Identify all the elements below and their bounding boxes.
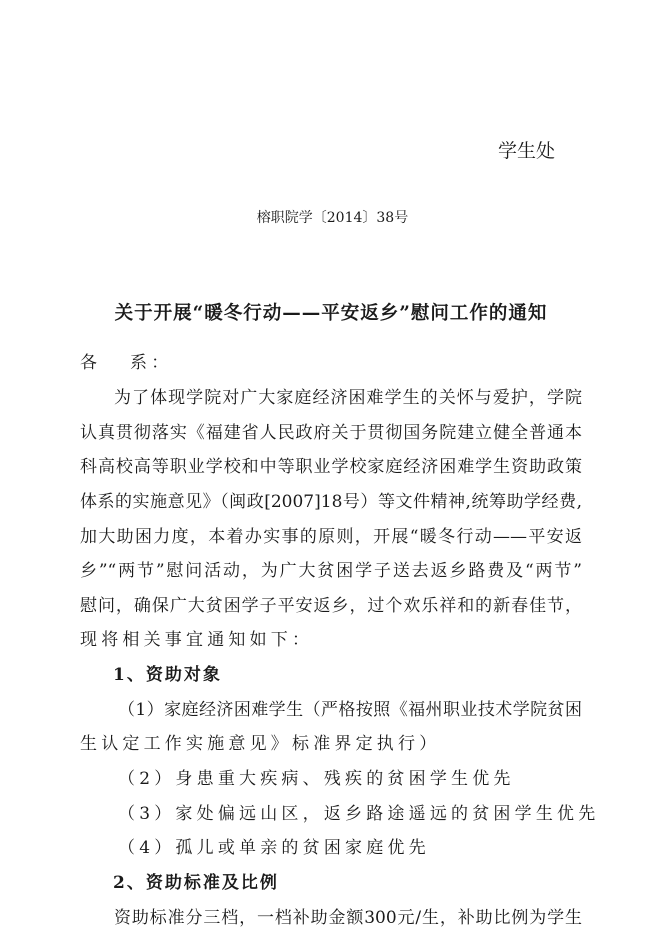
paragraph-line: 资助标准分三档，一档补助金额300元/生，补助比例为学生 [114, 908, 582, 928]
paragraph-line: 体系的实施意见》（闽政[2007]18号）等文件精神,统筹助学经费, [80, 492, 582, 512]
document-title: 关于开展“暖冬行动——平安返乡”慰问工作的通知 [114, 303, 548, 324]
list-item: （2）身患重大疾病、残疾的贫困学生优先 [118, 769, 515, 789]
list-item: （4）孤儿或单亲的贫困家庭优先 [118, 838, 430, 858]
paragraph-line: 为了体现学院对广大家庭经济困难学生的关怀与爱护，学院 [114, 388, 582, 408]
paragraph-line: 加大助困力度，本着办实事的原则，开展“暖冬行动——平安返 [80, 527, 582, 547]
document-number: 榕职院学〔2014〕38号 [256, 210, 409, 226]
list-item: 生认定工作实施意见》标准界定执行） [80, 734, 441, 754]
list-item: （1）家庭经济困难学生（严格按照《福州职业技术学院贫困 [118, 700, 582, 720]
paragraph-line: 认真贯彻落实《福建省人民政府关于贯彻国务院建立健全普通本 [80, 423, 582, 443]
section-heading: 1、资助对象 [113, 665, 222, 685]
section-heading: 2、资助标准及比例 [113, 873, 279, 893]
paragraph-line: 慰问，确保广大贫困学子平安返乡，过个欢乐祥和的新春佳节， [80, 596, 582, 616]
salutation: 各 系： [80, 353, 173, 373]
list-item: （3）家处偏远山区，返乡路途遥远的贫困学生优先 [118, 804, 600, 824]
paragraph-line: 科高校高等职业学校和中等职业学校家庭经济困难学生资助政策 [80, 457, 582, 477]
paragraph-line: 乡”“两节”慰问活动，为广大贫困学子送去返乡路费及“两节” [80, 561, 582, 581]
issuing-department: 学生处 [498, 140, 556, 162]
paragraph-line: 现将相关事宜通知如下： [80, 630, 314, 650]
